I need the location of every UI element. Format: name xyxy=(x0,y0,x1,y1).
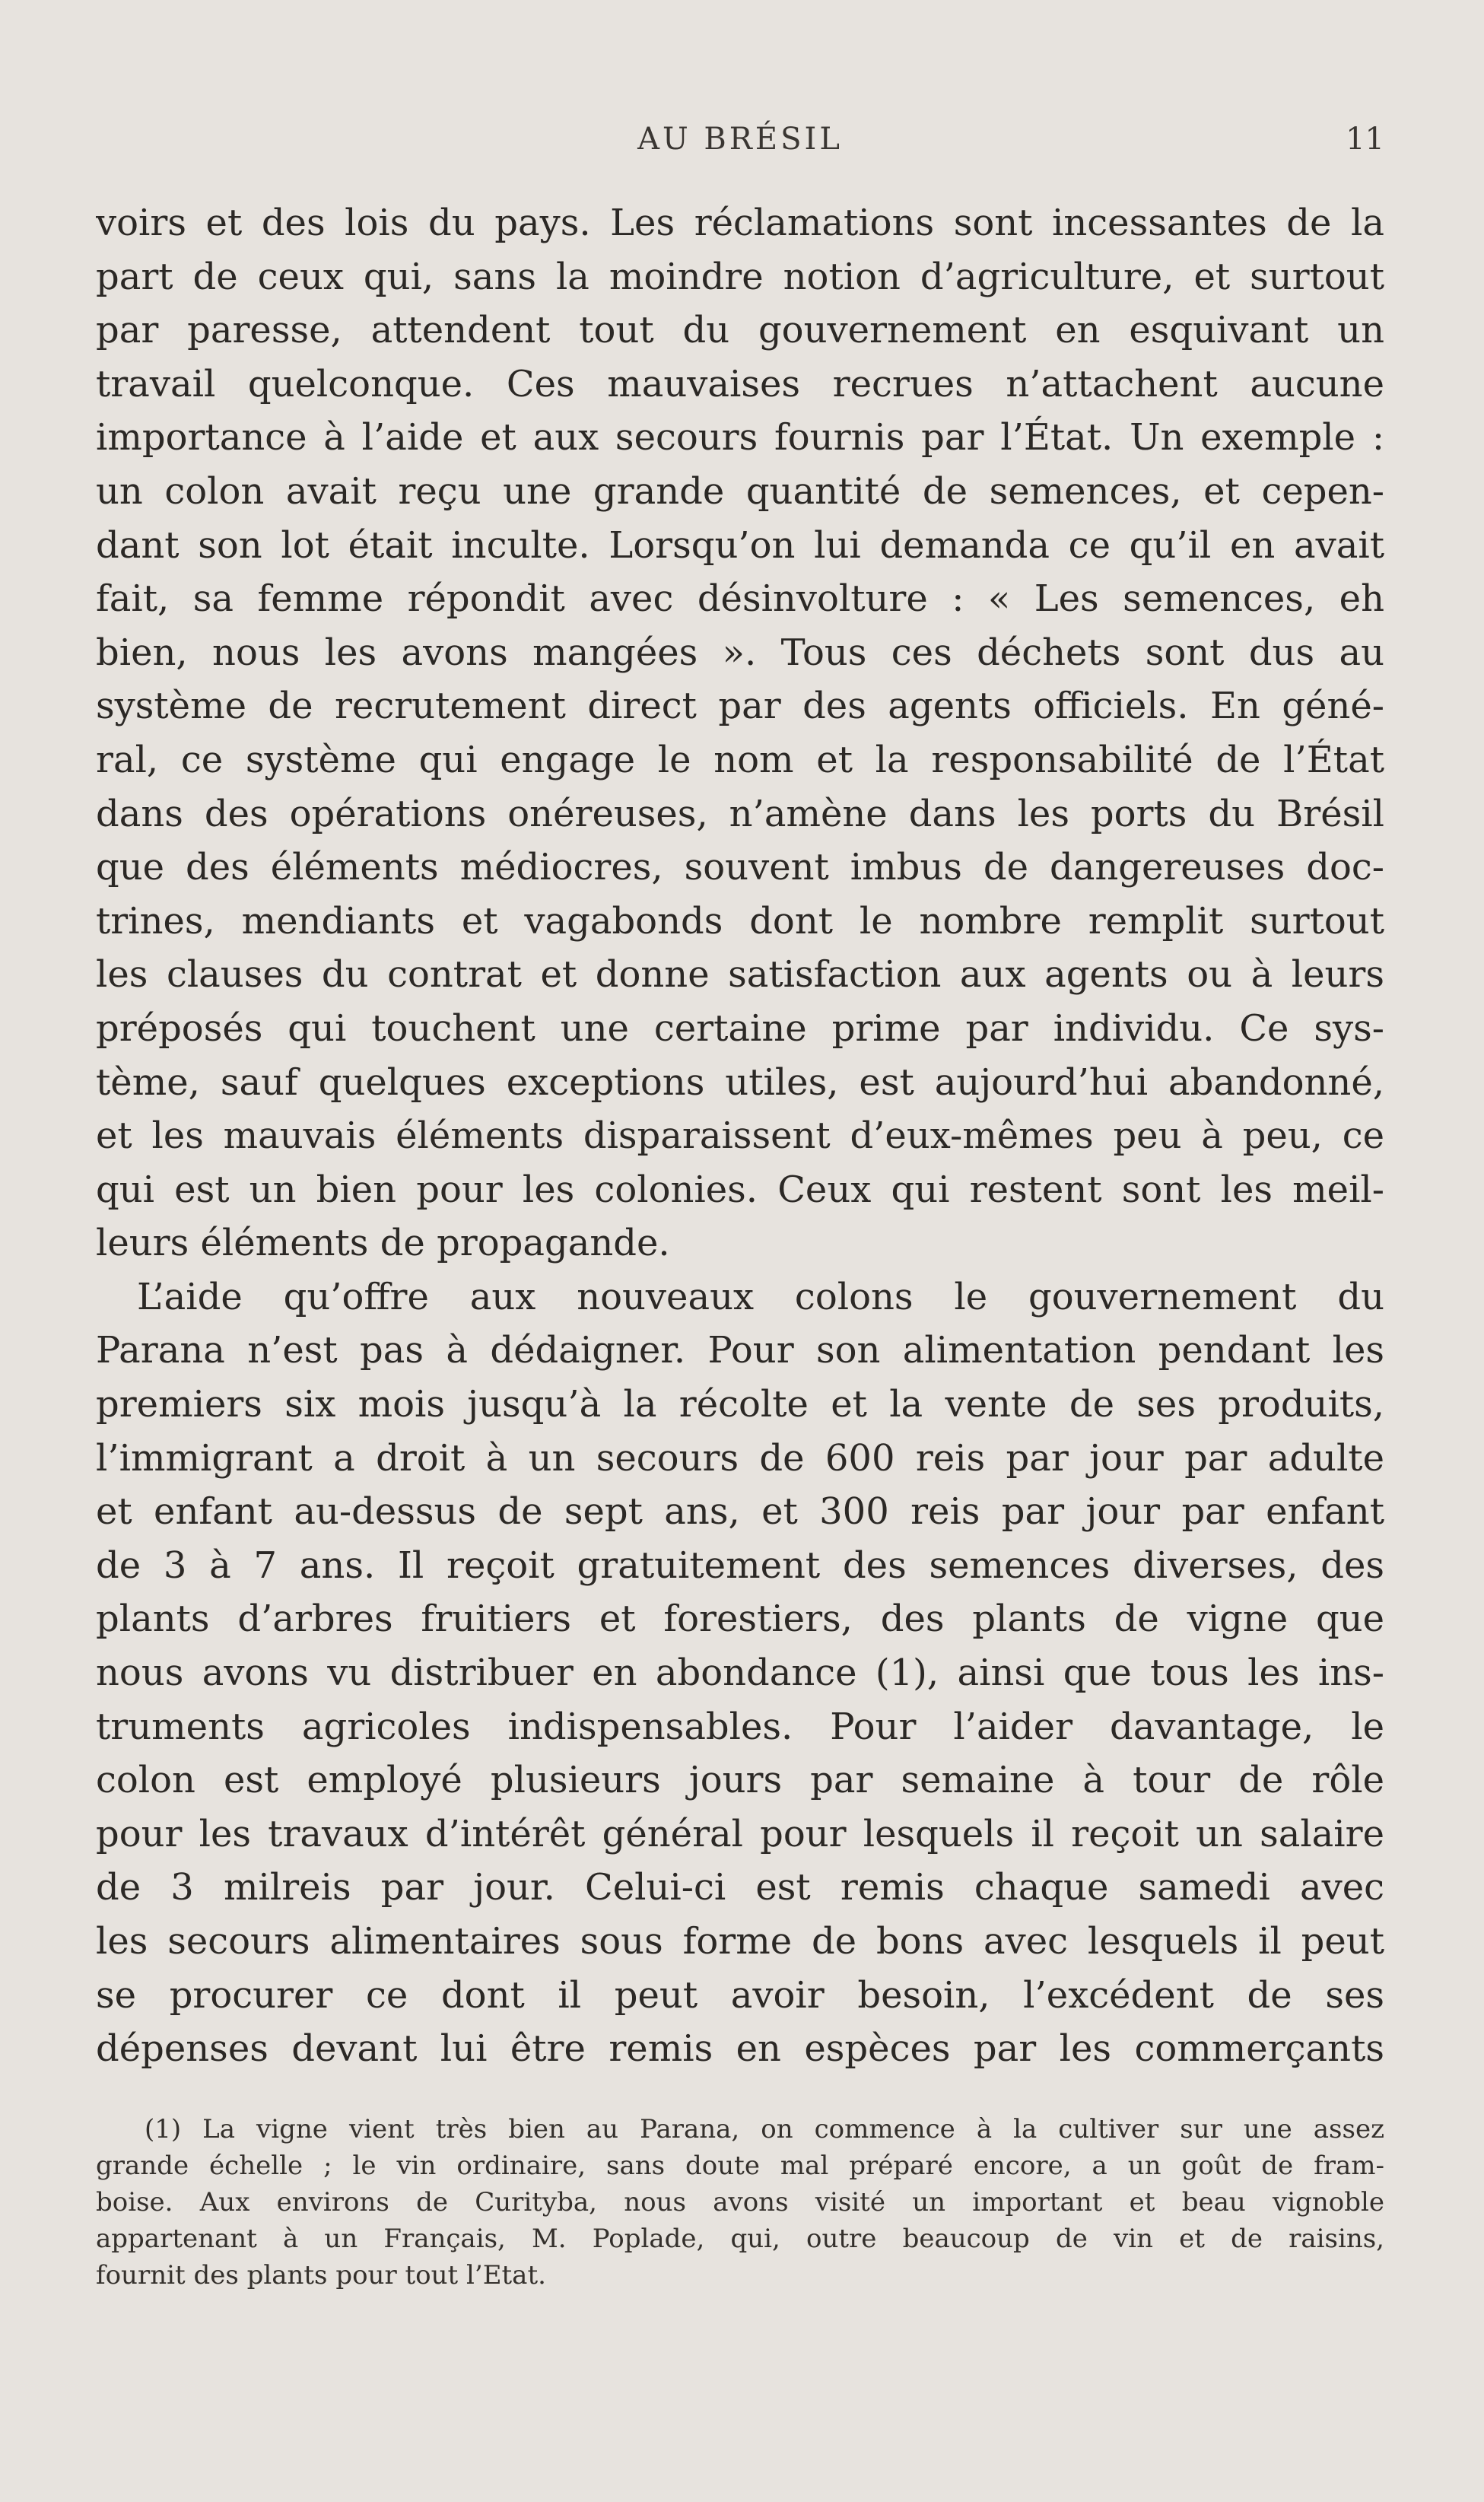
text-line: et enfant au-dessus de sept ans, et 300 reis par jour par enfant xyxy=(96,1490,1384,1534)
text-line: les secours alimentaires sous forme de bons avec lesquels il peut xyxy=(96,1920,1384,1963)
text-line: système de recrutement direct par des agents officiels. En géné- xyxy=(96,685,1384,728)
footnote-line: fournit des plants pour tout l’Etat. xyxy=(96,2260,546,2291)
text-line: de 3 à 7 ans. Il reçoit gratuitement des semences diverses, des xyxy=(96,1543,1384,1587)
text-line: travail quelconque. Ces mauvaises recrues n’attachent aucune xyxy=(96,362,1384,405)
text-line: plants d’arbres fruitiers et forestiers, des plants de vigne que xyxy=(96,1598,1384,1641)
text-line: voirs et des lois du pays. Les réclamations sont incessantes de la xyxy=(96,202,1384,244)
running-title: AU BRÉSIL xyxy=(637,122,843,157)
text-line: se procurer ce dont il peut avoir besoin, l’excédent de ses xyxy=(96,1973,1384,2017)
paragraph-end-line: leurs éléments de propagande. xyxy=(96,1222,670,1265)
text-line: fait, sa femme répondit avec désinvolture : « Les semences, eh xyxy=(96,577,1384,621)
text-line: de 3 milreis par jour. Celui-ci est remis chaque samedi avec xyxy=(96,1866,1384,1909)
body-text xyxy=(96,196,1384,2076)
footnote xyxy=(96,2111,1384,2294)
text-line: qui est un bien pour les colonies. Ceux qui restent sont les meil- xyxy=(96,1168,1384,1211)
text-line: un colon avait reçu une grande quantité de semences, et cepen- xyxy=(96,469,1384,513)
running-head xyxy=(96,122,1384,167)
text-line: part de ceux qui, sans la moindre notion d’agriculture, et surtout xyxy=(96,255,1384,298)
text-line: truments agricoles indispensables. Pour l’aider davantage, le xyxy=(96,1705,1384,1748)
text-line: ral, ce système qui engage le nom et la responsabilité de l’État xyxy=(96,738,1384,781)
text-line: bien, nous les avons mangées ». Tous ces déchets sont dus au xyxy=(96,631,1384,674)
text-line: par paresse, attendent tout du gouvernement en esquivant un xyxy=(96,309,1384,352)
text-line: préposés qui touchent une certaine prime par individu. Ce sys- xyxy=(96,1006,1384,1050)
paragraph-start-line: L’aide qu’offre aux nouveaux colons le gouvernement du xyxy=(137,1275,1384,1318)
text-line: dant son lot était inculte. Lorsqu’on lui demanda ce qu’il en avait xyxy=(96,523,1384,567)
footnote-line: grande échelle ; le vin ordinaire, sans doute mal préparé encore, a un goût de fram- xyxy=(96,2151,1384,2181)
text-line: pour les travaux d’intérêt général pour lesquels il reçoit un salaire xyxy=(96,1812,1384,1855)
text-line: premiers six mois jusqu’à la récolte et la vente de ses produits, xyxy=(96,1383,1384,1426)
text-line: que des éléments médiocres, souvent imbus de dangereuses doc- xyxy=(96,846,1384,889)
page-number: 11 xyxy=(1346,122,1384,157)
text-line: les clauses du contrat et donne satisfaction aux agents ou à leurs xyxy=(96,953,1384,997)
text-line: et les mauvais éléments disparaissent d’eux-mêmes peu à peu, ce xyxy=(96,1114,1384,1158)
text-line: importance à l’aide et aux secours fournis par l’État. Un exemple : xyxy=(96,416,1384,459)
footnote-line: (1) La vigne vient très bien au Parana, on commence à la cultiver sur une assez xyxy=(145,2114,1384,2144)
text-line: dans des opérations onéreuses, n’amène dans les ports du Brésil xyxy=(96,792,1384,835)
text-line: l’immigrant a droit à un secours de 600 reis par jour par adulte xyxy=(96,1436,1384,1480)
text-line: colon est employé plusieurs jours par semaine à tour de rôle xyxy=(96,1759,1384,1802)
footnote-line: boise. Aux environs de Curityba, nous avons visité un important et beau vignoble xyxy=(96,2187,1384,2217)
text-line: trines, mendiants et vagabonds dont le nombre remplit surtout xyxy=(96,899,1384,943)
footnote-line: appartenant à un Français, M. Poplade, qui, outre beaucoup de vin et de raisins, xyxy=(96,2224,1384,2254)
text-line: tème, sauf quelques exceptions utiles, est aujourd’hui abandonné, xyxy=(96,1060,1384,1104)
text-line: dépenses devant lui être remis en espèces par les commerçants xyxy=(96,2027,1384,2071)
text-line-with-footnote-ref: nous avons vu distribuer en abondance (1), ainsi que tous les ins- xyxy=(96,1652,1384,1695)
text-line: Parana n’est pas à dédaigner. Pour son alimentation pendant les xyxy=(96,1329,1384,1372)
